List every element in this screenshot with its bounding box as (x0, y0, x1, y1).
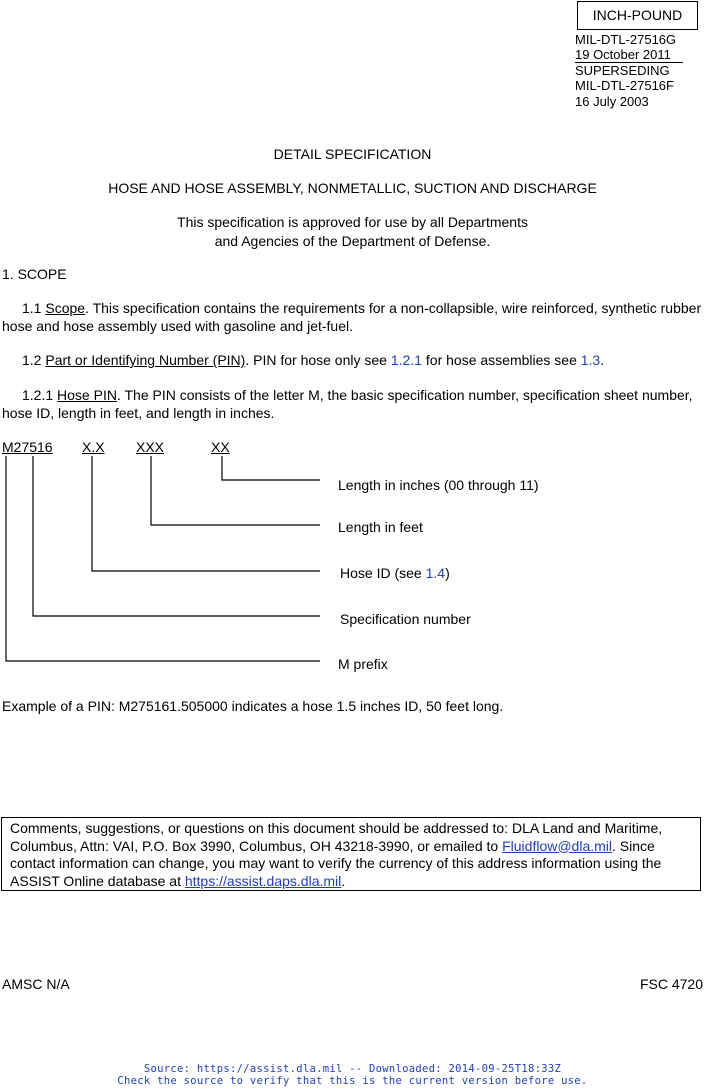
pin-example: Example of a PIN: M275161.505000 indicates a hose 1.5 inches ID, 50 feet long. (2, 698, 504, 714)
approval-line-2: and Agencies of the Department of Defense. (214, 233, 491, 249)
para-1-2-1-text: . The PIN consists of the letter M, the basic specification number, specification sheet number, hose ID, length in feet, and length in inches. (2, 387, 693, 421)
para-1-2-num: 1.2 (22, 352, 46, 368)
source-line-2: Check the source to verify that this is the current version before use. (117, 1075, 588, 1087)
comments-text-c: . (341, 872, 346, 889)
para-1-2-text-a: . PIN for hose only see (245, 352, 391, 368)
doc-id: MIL-DTL-27516G (575, 32, 677, 47)
doc-date: 19 October 2011 (575, 47, 683, 63)
comments-text-a: Comments, suggestions, or questions on this document should be addressed to: DLA Land and Maritime, Columbus, Attn: VAI, P.O. Box 3990, Columbus, OH 43218-3990, or emailed to (10, 820, 663, 854)
assist-url-link[interactable]: https://assist.daps.dla.mil (184, 872, 342, 889)
label-spec-number: Specification number (340, 611, 471, 627)
amsc-label: AMSC N/A (2, 976, 70, 992)
comments-box (1, 817, 701, 891)
source-line-1: Source: https://assist.dla.mil -- Downloaded: 2014-09-25T18:33Z (143, 1063, 562, 1075)
approval-line-1: This specification is approved for use by all Departments (177, 214, 528, 230)
leader-inches (222, 456, 320, 480)
para-1-2-title: Part or Identifying Number (PIN) (45, 352, 246, 368)
spec-type-title: DETAIL SPECIFICATION (273, 146, 432, 162)
email-link[interactable]: Fluidflow@dla.mil (502, 837, 613, 854)
para-1-2-text-c: . (600, 352, 605, 368)
para-1-1-text: . This specification contains the requirements for a non-collapsible, wire reinforced, synthetic rubber hose and hose assembly used with gasoline and jet-fuel. (2, 300, 702, 334)
pin-part-hose-id: X.X (82, 439, 105, 455)
para-1-2-text-b: for hose assemblies see (422, 352, 581, 368)
para-1-1-title: Scope (45, 300, 86, 316)
pin-part-m27516: M27516 (2, 439, 53, 455)
label-m-prefix: M prefix (338, 656, 388, 672)
leader-m-prefix (6, 456, 320, 661)
pin-part-feet: XXX (136, 439, 165, 455)
pin-part-inches: XX (211, 439, 230, 455)
fsc-label: FSC 4720 (639, 976, 703, 992)
label-hose-id-a: Hose ID (see (340, 565, 426, 581)
leader-hose-id (92, 456, 320, 571)
comments-text-b: . Since contact information can change, you may want to verify the currency of this address information using the ASSIST Online database at (10, 837, 662, 889)
superseded-id: MIL-DTL-27516F (575, 78, 674, 93)
para-1-1-num: 1.1 (22, 300, 46, 316)
superseded-date: 16 July 2003 (575, 94, 649, 109)
superseding-label: SUPERSEDING (575, 63, 670, 78)
section-1-heading: 1. SCOPE (2, 266, 67, 282)
para-1-2-1-title: Hose PIN (57, 387, 117, 403)
leader-feet (151, 456, 320, 525)
spec-name-title: HOSE AND HOSE ASSEMBLY, NONMETALLIC, SUCTION AND DISCHARGE (108, 180, 597, 196)
classification-label: INCH-POUND (592, 7, 683, 23)
label-hose-id-b: ) (445, 565, 450, 581)
link-1-2-1[interactable]: 1.2.1 (390, 352, 422, 368)
label-hose-id (340, 564, 450, 582)
label-length-inches: Length in inches (00 through 11) (338, 477, 539, 493)
para-1-2-1-num: 1.2.1 (22, 387, 58, 403)
link-1-3[interactable]: 1.3 (580, 352, 601, 368)
label-length-feet: Length in feet (338, 519, 423, 535)
link-1-4[interactable]: 1.4 (425, 565, 446, 581)
